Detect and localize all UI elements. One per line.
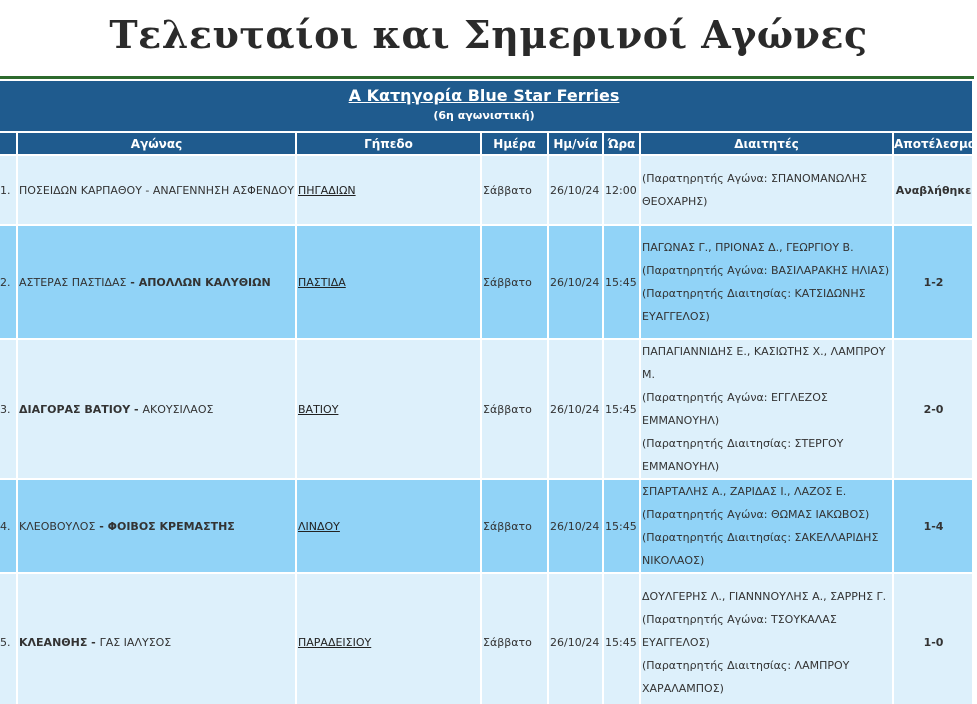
match-number: 4. (0, 480, 16, 572)
table-row (0, 574, 972, 704)
home-team: ΚΛΕΟΒΟΥΛΟΣ (19, 519, 96, 533)
league-header (0, 81, 972, 131)
home-team: ΔΙΑΓΟΡΑΣ ΒΑΤΙΟΥ (19, 402, 131, 416)
match-teams (18, 340, 295, 478)
fixtures-table (0, 79, 977, 704)
match-result: 1-0 (894, 574, 972, 704)
table-row (0, 156, 972, 224)
column-header-venue: Γήπεδο (297, 133, 480, 154)
match-result: 1-2 (894, 226, 972, 338)
table-row (0, 226, 972, 338)
team-separator: - (130, 402, 143, 416)
match-teams (18, 226, 295, 338)
referee-line: ΠΑΓΩΝΑΣ Γ., ΠΡΙΟΝΑΣ Δ., ΓΕΩΡΓΙΟΥ Β. (642, 241, 854, 254)
away-team: ΑΠΟΛΛΩΝ ΚΑΛΥΘΙΩΝ (138, 275, 271, 289)
team-separator: - (95, 519, 108, 533)
column-header-row (0, 133, 972, 154)
match-result: Αναβλήθηκε (894, 156, 972, 224)
away-team: ΦΟΙΒΟΣ ΚΡΕΜΑΣΤΗΣ (107, 519, 235, 533)
referees-cell (641, 226, 892, 338)
team-separator: - (141, 183, 153, 197)
away-team: ΓΑΣ ΙΑΛΥΣΟΣ (99, 635, 172, 649)
column-header-number (0, 133, 16, 154)
referee-line: (Παρατηρητής Αγώνα: ΕΓΓΛΕΖΟΣ ΕΜΜΑΝΟΥΗΛ) (642, 391, 828, 427)
referee-line: (Παρατηρητής Αγώνα: ΣΠΑΝΟΜΑΝΩΛΗΣ ΘΕΟΧΑΡΗΣ) (642, 172, 868, 208)
venue-link[interactable]: ΛΙΝΔΟΥ (298, 519, 340, 533)
venue-cell (297, 340, 480, 478)
referee-line: (Παρατηρητής Διαιτησίας: ΣΤΕΡΓΟΥ ΕΜΜΑΝΟΥΗΛ) (642, 437, 844, 473)
match-number: 3. (0, 340, 16, 478)
venue-cell (297, 156, 480, 224)
league-name[interactable]: Α Κατηγορία Blue Star Ferries (348, 86, 620, 105)
referees-cell (641, 480, 892, 572)
referee-line: (Παρατηρητής Αγώνα: ΘΩΜΑΣ ΙΑΚΩΒΟΣ) (642, 508, 870, 521)
referee-line: (Παρατηρητής Αγώνα: ΒΑΣΙΛΑΡΑΚΗΣ ΗΛΙΑΣ) (642, 264, 890, 277)
venue-link[interactable]: ΠΗΓΑΔΙΩΝ (298, 183, 356, 197)
referee-line: ΔΟΥΛΓΕΡΗΣ Λ., ΓΙΑΝΝΝΟΥΛΗΣ Α., ΣΑΡΡΗΣ Γ. (642, 589, 887, 603)
home-team: ΑΣΤΕΡΑΣ ΠΑΣΤΙΔΑΣ (19, 275, 127, 289)
match-day: Σάββατο (482, 340, 547, 478)
column-header-result: Αποτέλεσμα (894, 133, 972, 154)
match-teams (18, 156, 295, 224)
match-result: 1-4 (894, 480, 972, 572)
away-team: ΑΝΑΓΕΝΝΗΣΗ ΑΣΦΕΝΔΟΥ (152, 183, 294, 197)
table-row (0, 340, 972, 478)
team-separator: - (126, 275, 139, 289)
table-row (0, 480, 972, 572)
column-header-referees: Διαιτητές (641, 133, 892, 154)
match-day: Σάββατο (482, 156, 547, 224)
match-time: 15:45 (604, 480, 639, 572)
page-title: Τελευταίοι και Σημερινοί Αγώνες (109, 12, 868, 57)
match-date: 26/10/24 (549, 156, 602, 224)
match-teams (18, 574, 295, 704)
referee-line: (Παρατηρητής Αγώνα: ΤΣΟΥΚΑΛΑΣ ΕΥΑΓΓΕΛΟΣ) (642, 612, 837, 649)
referees-cell (641, 340, 892, 478)
match-time: 15:45 (604, 340, 639, 478)
match-teams (18, 480, 295, 572)
venue-link[interactable]: ΠΑΡΑΔΕΙΣΙΟΥ (298, 635, 372, 649)
match-day: Σάββατο (482, 226, 547, 338)
match-day: Σάββατο (482, 574, 547, 704)
referee-line: ΠΑΠΑΓΙΑΝΝΙΔΗΣ Ε., ΚΑΣΙΩΤΗΣ Χ., ΛΑΜΠΡΟΥ Μ. (642, 345, 886, 381)
referee-line: (Παρατηρητής Διαιτησίας: ΚΑΤΣΙΔΩΝΗΣ ΕΥΑΓΓΕΛΟΣ) (642, 287, 866, 323)
match-result: 2-0 (894, 340, 972, 478)
column-header-match: Αγώνας (18, 133, 295, 154)
column-header-time: Ώρα (604, 133, 639, 154)
match-date: 26/10/24 (549, 340, 602, 478)
column-header-day: Ημέρα (482, 133, 547, 154)
referee-line: (Παρατηρητής Διαιτησίας: ΣΑΚΕΛΛΑΡΙΔΗΣ ΝΙΚΟΛΑΟΣ) (642, 531, 879, 567)
team-separator: - (87, 635, 100, 649)
match-time: 15:45 (604, 226, 639, 338)
match-date: 26/10/24 (549, 480, 602, 572)
referees-cell (641, 156, 892, 224)
venue-cell (297, 574, 480, 704)
match-number: 2. (0, 226, 16, 338)
home-team: ΚΛΕΑΝΘΗΣ (19, 635, 88, 649)
match-time: 15:45 (604, 574, 639, 704)
home-team: ΠΟΣΕΙΔΩΝ ΚΑΡΠΑΘΟΥ (19, 183, 142, 197)
round-label: (6η αγωνιστική) (433, 109, 535, 122)
match-number: 1. (0, 156, 16, 224)
venue-cell (297, 226, 480, 338)
referee-line: ΣΠΑΡΤΑΛΗΣ Α., ΖΑΡΙΔΑΣ Ι., ΛΑΖΟΣ Ε. (642, 485, 847, 498)
referees-cell (641, 574, 892, 704)
venue-cell (297, 480, 480, 572)
away-team: ΑΚΟΥΣΙΛΑΟΣ (142, 402, 214, 416)
match-date: 26/10/24 (549, 226, 602, 338)
match-number: 5. (0, 574, 16, 704)
column-header-date: Ημ/νία (549, 133, 602, 154)
venue-link[interactable]: ΠΑΣΤΙΔΑ (298, 275, 346, 289)
match-day: Σάββατο (482, 480, 547, 572)
venue-link[interactable]: ΒΑΤΙΟΥ (298, 402, 339, 416)
referee-line: (Παρατηρητής Διαιτησίας: ΛΑΜΠΡΟΥ ΧΑΡΑΛΑΜΠΟΣ) (642, 658, 850, 695)
match-time: 12:00 (604, 156, 639, 224)
match-date: 26/10/24 (549, 574, 602, 704)
